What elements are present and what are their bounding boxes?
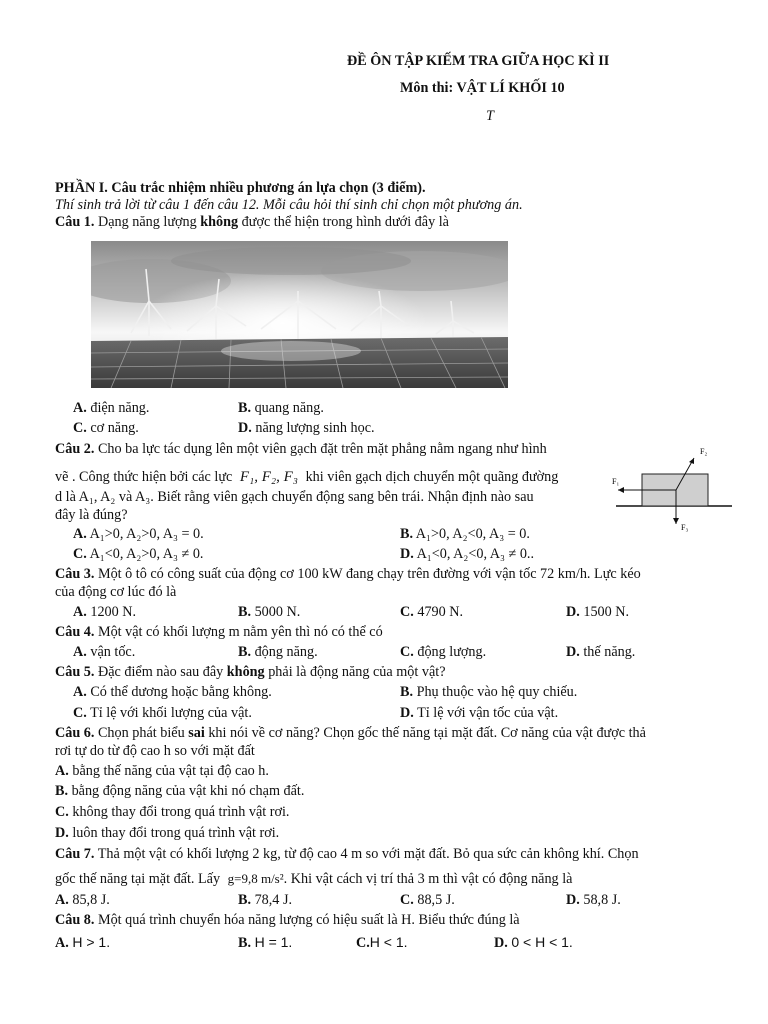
q1-label: Câu 1.: [55, 214, 95, 230]
q8-option-c: C.H < 1.: [356, 934, 408, 951]
q7-option-c: C. 88,5 J.: [400, 892, 455, 908]
q1-option-a: A. điện năng.: [73, 400, 150, 416]
exam-subject: Môn thi: VẬT LÍ KHỐI 10: [400, 80, 565, 96]
q4-option-c: C. động lượng.: [400, 644, 487, 660]
q7-gravity-value: g=9,8 m/s²: [227, 871, 284, 886]
q2-stem-line4: đây là đúng?: [55, 507, 128, 523]
exam-code-mark: T: [486, 108, 494, 124]
q1-stem: Câu 1. Dạng năng lượng không được thể hiện trong hình dưới đây là: [55, 214, 449, 230]
part1-instruction: Thí sinh trả lời từ câu 1 đến câu 12. Mỗi câu hỏi thí sinh chỉ chọn một phương án.: [55, 197, 523, 213]
q1-option-c: C. cơ năng.: [73, 420, 139, 436]
q2-stem-line1: Câu 2. Cho ba lực tác dụng lên một viên gạch đặt trên mặt phẳng nằm ngang như hình: [55, 441, 547, 457]
f2-label: F₂: [700, 447, 708, 456]
q7-stem-line2: gốc thế năng tại mặt đất. Lấy g=9,8 m/s². Khi vật cách vị trí thả 3 m thì vật có động năng là: [55, 871, 573, 887]
f1-label: F₁: [612, 477, 620, 486]
q7-option-d: D. 58,8 J.: [566, 892, 621, 908]
q3-stem-line2: của động cơ lúc đó là: [55, 584, 177, 600]
q2-option-b: B. A₁>0, A₂<0, A₃ = 0.: [400, 526, 530, 542]
q2-forces-formula: F₁, F₂, F₃: [239, 469, 299, 485]
q5-stem: Câu 5. Đặc điểm nào sau đây không phải là động năng của một vật?: [55, 664, 446, 680]
q2-stem-line2: vẽ . Công thức hiện bởi các lực F₁, F₂, F₃ khi viên gạch dịch chuyển một quãng đường: [55, 469, 559, 485]
f3-label: F₃: [681, 523, 689, 532]
q8-option-a: A. H > 1.: [55, 934, 111, 951]
q2-option-a: A. A₁>0, A₂>0, A₃ = 0.: [73, 526, 204, 542]
q2-stem-line3: d là A₁, A₂ và A₃. Biết rằng viên gạch chuyển động sang bên trái. Nhận định nào sau: [55, 489, 534, 505]
q6-stem-line2: rơi tự do từ độ cao h so với mặt đất: [55, 743, 255, 759]
q5-option-a: A. Có thể dương hoặc bằng không.: [73, 684, 272, 700]
q4-option-b: B. động năng.: [238, 644, 318, 660]
q6-option-d: D. luôn thay đổi trong quá trình vật rơi.: [55, 825, 280, 841]
q3-option-a: A. 1200 N.: [73, 604, 137, 620]
q6-option-b: B. bằng động năng của vật khi nó chạm đất.: [55, 783, 305, 799]
q5-option-b: B. Phụ thuộc vào hệ quy chiếu.: [400, 684, 578, 700]
q7-option-b: B. 78,4 J.: [238, 892, 293, 908]
q2-option-d: D. A₁<0, A₂<0, A₃ ≠ 0..: [400, 546, 535, 562]
q1-option-b: B. quang năng.: [238, 400, 324, 416]
q6-option-c: C. không thay đổi trong quá trình vật rơi.: [55, 804, 290, 820]
solar-wind-photo: [91, 241, 508, 388]
brick-forces-diagram: [610, 442, 735, 534]
q1-option-d: D. năng lượng sinh học.: [238, 420, 375, 436]
q6-option-a: A. bằng thế năng của vật tại độ cao h.: [55, 763, 269, 779]
q8-stem: Câu 8. Một quá trình chuyển hóa năng lượng có hiệu suất là H. Biểu thức đúng là: [55, 912, 520, 928]
q3-option-b: B. 5000 N.: [238, 604, 301, 620]
q8-option-b: B. H = 1.: [238, 934, 293, 951]
q2-option-c: C. A₁<0, A₂>0, A₃ ≠ 0.: [73, 546, 204, 562]
q7-stem-line1: Câu 7. Thả một vật có khối lượng 2 kg, từ độ cao 4 m so với mặt đất. Bỏ qua sức cản không khí. Chọn: [55, 846, 639, 862]
q5-option-c: C. Tỉ lệ với khối lượng của vật.: [73, 705, 252, 721]
q3-option-d: D. 1500 N.: [566, 604, 630, 620]
q4-option-a: A. vận tốc.: [73, 644, 136, 660]
q4-stem: Câu 4. Một vật có khối lượng m nằm yên thì nó có thể có: [55, 624, 383, 640]
q6-stem-line1: Câu 6. Chọn phát biểu sai khi nói về cơ năng? Chọn gốc thế năng tại mặt đất. Cơ năng của vật được thả: [55, 725, 646, 741]
q7-option-a: A. 85,8 J.: [55, 892, 110, 908]
q3-stem-line1: Câu 3. Một ô tô có công suất của động cơ 100 kW đang chạy trên đường với vận tốc 72 km/h. Lực kéo: [55, 566, 641, 582]
q8-option-d: D. 0 < H < 1.: [494, 934, 573, 951]
exam-title: ĐỀ ÔN TẬP KIẾM TRA GIỮA HỌC KÌ II: [347, 53, 610, 69]
q5-option-d: D. Tỉ lệ với vận tốc của vật.: [400, 705, 559, 721]
q4-option-d: D. thế năng.: [566, 644, 636, 660]
q3-option-c: C. 4790 N.: [400, 604, 464, 620]
part1-heading: PHẦN I. Câu trắc nhiệm nhiều phương án lựa chọn (3 điểm).: [55, 180, 426, 196]
